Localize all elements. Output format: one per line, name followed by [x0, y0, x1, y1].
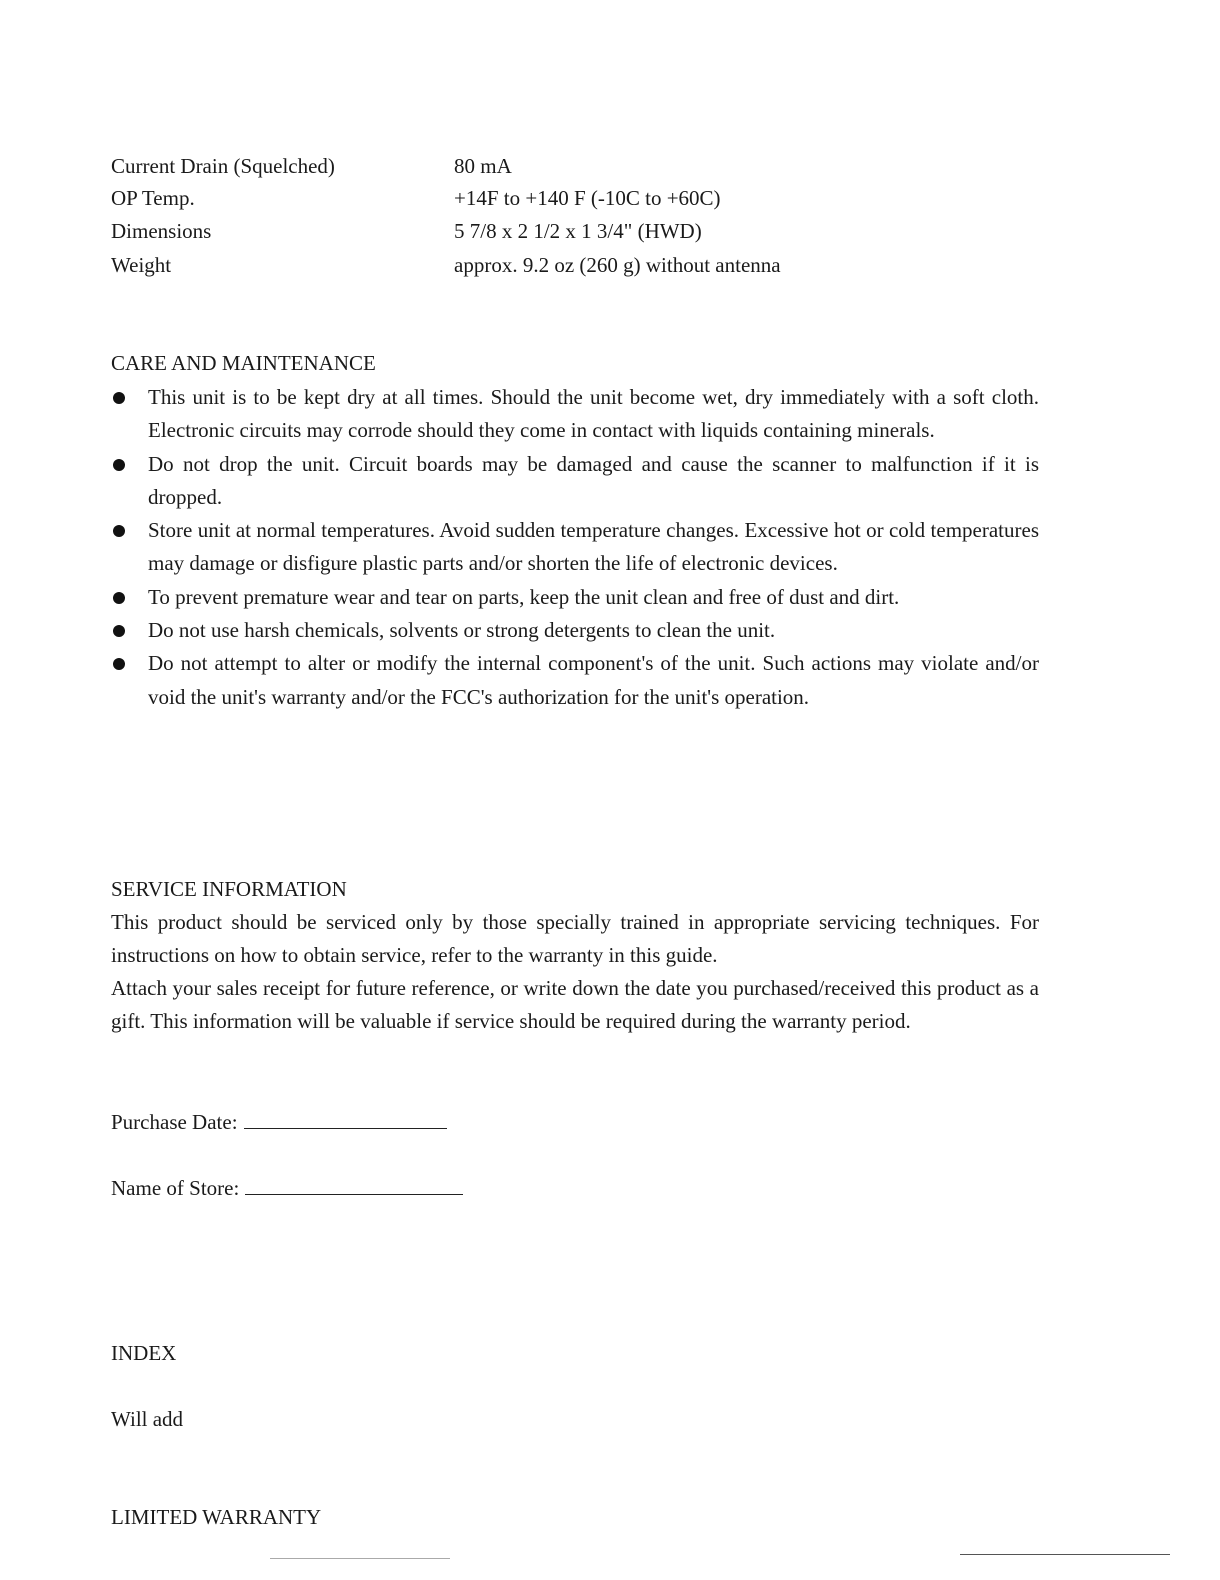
store-name-row: [111, 1176, 463, 1201]
list-item: [111, 647, 1039, 714]
purchase-date-field[interactable]: [244, 1128, 447, 1129]
list-item-text: Do not use harsh chemicals, solvents or strong detergents to clean the unit.: [148, 618, 776, 643]
bullet-icon: [113, 525, 125, 537]
purchase-date-label: Purchase Date:: [111, 1110, 238, 1134]
list-item: [111, 614, 1039, 647]
spec-label: Dimensions: [111, 219, 212, 243]
service-heading: SERVICE INFORMATION: [111, 877, 347, 901]
bullet-icon: [113, 459, 125, 471]
list-item-text: Store unit at normal temperatures. Avoid sudden temperature changes. Excessive hot or cold temperatures may damage or disfigure plastic parts and/or shorten the life of electronic devices.: [148, 518, 1039, 576]
spec-value: +14F to +140 F (-10C to +60C): [454, 186, 721, 210]
scan-artifact-line: [960, 1554, 1170, 1555]
spec-value: approx. 9.2 oz (260 g) without antenna: [454, 253, 781, 277]
scan-artifact-line: [270, 1558, 450, 1559]
spec-value: 5 7/8 x 2 1/2 x 1 3/4" (HWD): [454, 219, 702, 243]
store-name-label: Name of Store:: [111, 1176, 240, 1200]
index-text: Will add: [111, 1407, 184, 1431]
list-item-text: This unit is to be kept dry at all times. Should the unit become wet, dry immediately with a soft cloth. Electronic circuits may corrode should they come in contact with liquids containing minerals.: [148, 385, 1039, 443]
store-name-field[interactable]: [245, 1194, 463, 1195]
service-paragraph-2: Attach your sales receipt for future reference, or write down the date you purchased/received this product as a gift. This information will be valuable if service should be required during the warranty period.: [111, 976, 1039, 1034]
spec-label: Weight: [111, 253, 172, 277]
spec-label: Current Drain (Squelched): [111, 154, 335, 178]
care-heading: CARE AND MAINTENANCE: [111, 351, 376, 375]
bullet-icon: [113, 658, 125, 670]
service-paragraph-1: This product should be serviced only by those specially trained in appropriate servicing techniques. For instructions on how to obtain service, refer to the warranty in this guide.: [111, 910, 1039, 968]
spec-label: OP Temp.: [111, 186, 195, 210]
list-item: [111, 448, 1039, 515]
bullet-icon: [113, 592, 125, 604]
purchase-date-row: [111, 1110, 447, 1135]
spec-value: 80 mA: [454, 154, 512, 178]
bullet-icon: [113, 392, 125, 404]
list-item-text: Do not attempt to alter or modify the internal component's of the unit. Such actions may violate and/or void the unit's warranty and/or the FCC's authorization for the unit's operation.: [148, 651, 1039, 709]
care-list: [111, 381, 1039, 714]
list-item: [111, 581, 1039, 614]
list-item-text: Do not drop the unit. Circuit boards may be damaged and cause the scanner to malfunction if it is dropped.: [148, 451, 1039, 509]
list-item-text: To prevent premature wear and tear on parts, keep the unit clean and free of dust and dirt.: [148, 584, 900, 609]
list-item: [111, 514, 1039, 581]
bullet-icon: [113, 625, 125, 637]
list-item: [111, 381, 1039, 448]
index-heading: INDEX: [111, 1341, 177, 1365]
warranty-heading: LIMITED WARRANTY: [111, 1505, 322, 1529]
